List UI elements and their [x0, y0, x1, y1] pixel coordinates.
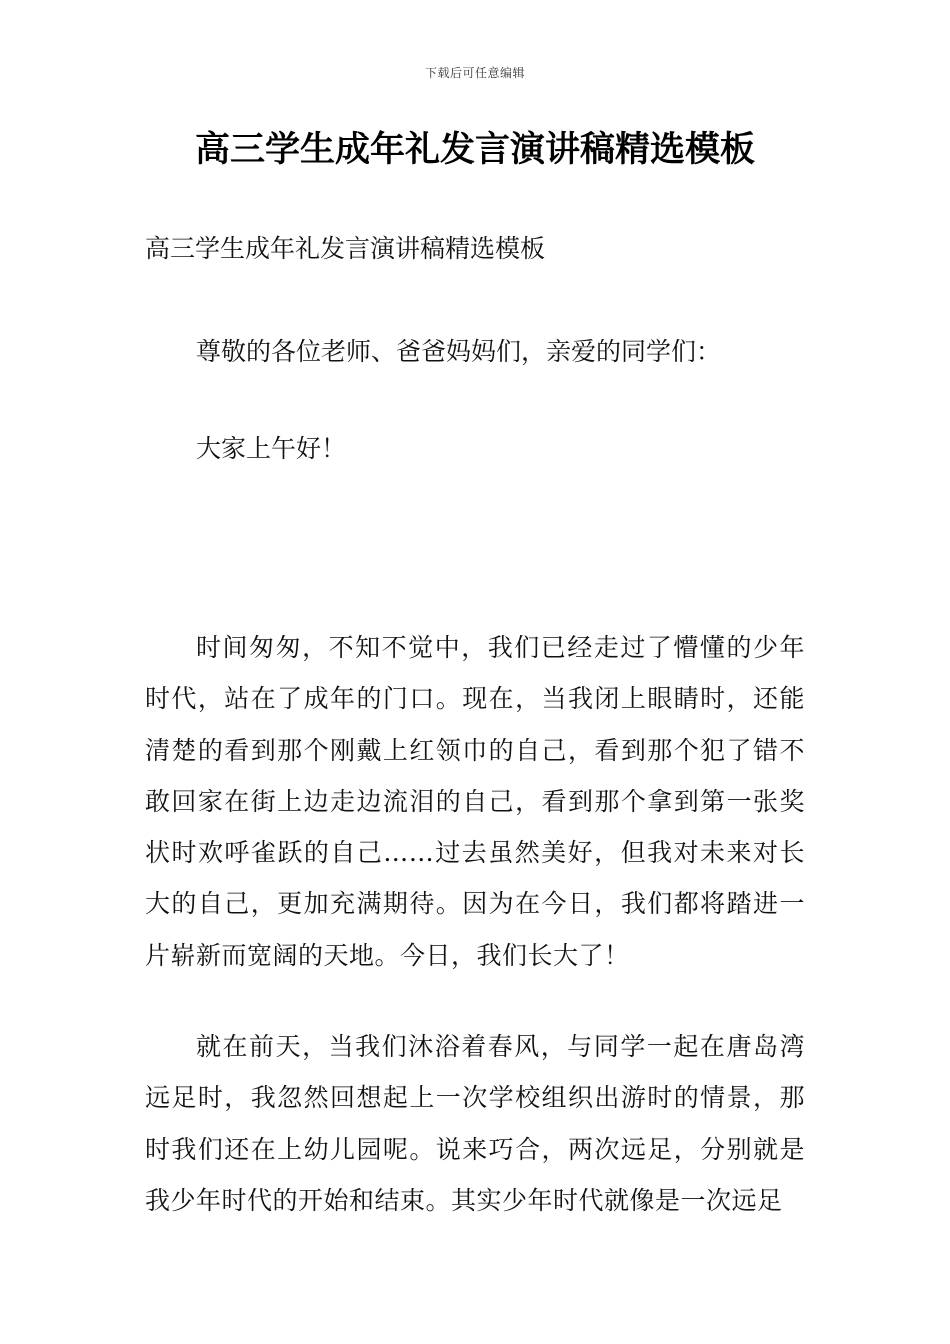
header-note: 下载后可任意编辑 [424, 66, 525, 80]
document-title: 高三学生成年礼发言演讲稿精选模板 [194, 130, 755, 170]
document-subtitle: 高三学生成年礼发言演讲稿精选模板 [145, 234, 546, 263]
hello-line: 大家上午好！ [196, 434, 347, 463]
greeting-line: 尊敬的各位老师、爸爸妈妈们，亲爱的同学们： [196, 337, 722, 366]
body-paragraph: 时间匆匆，不知不觉中，我们已经走过了懵懂的少年时代，站在了成年的门口。现在，当我闭上眼睛时，还能清楚的看到那个刚戴上红领巾的自己，看到那个犯了错不敢回家在街上边走边流泪的自己，看到那个拿到第一张奖状时欢呼雀跃的自己……过去虽然美好，但我对未来对长大的自己，更加充满期待。因为在今日，我们都将踏进一片崭新而宽阔的天地。今日，我们长大了！ [145, 633, 805, 970]
body-paragraph: 就在前天，当我们沐浴着春风，与同学一起在唐岛湾远足时，我忽然回想起上一次学校组织出游时的情景，那时我们还在上幼儿园呢。说来巧合，两次远足，分别就是我少年时代的开始和结束。其实少年时代就像是一次远足 [145, 1032, 805, 1215]
